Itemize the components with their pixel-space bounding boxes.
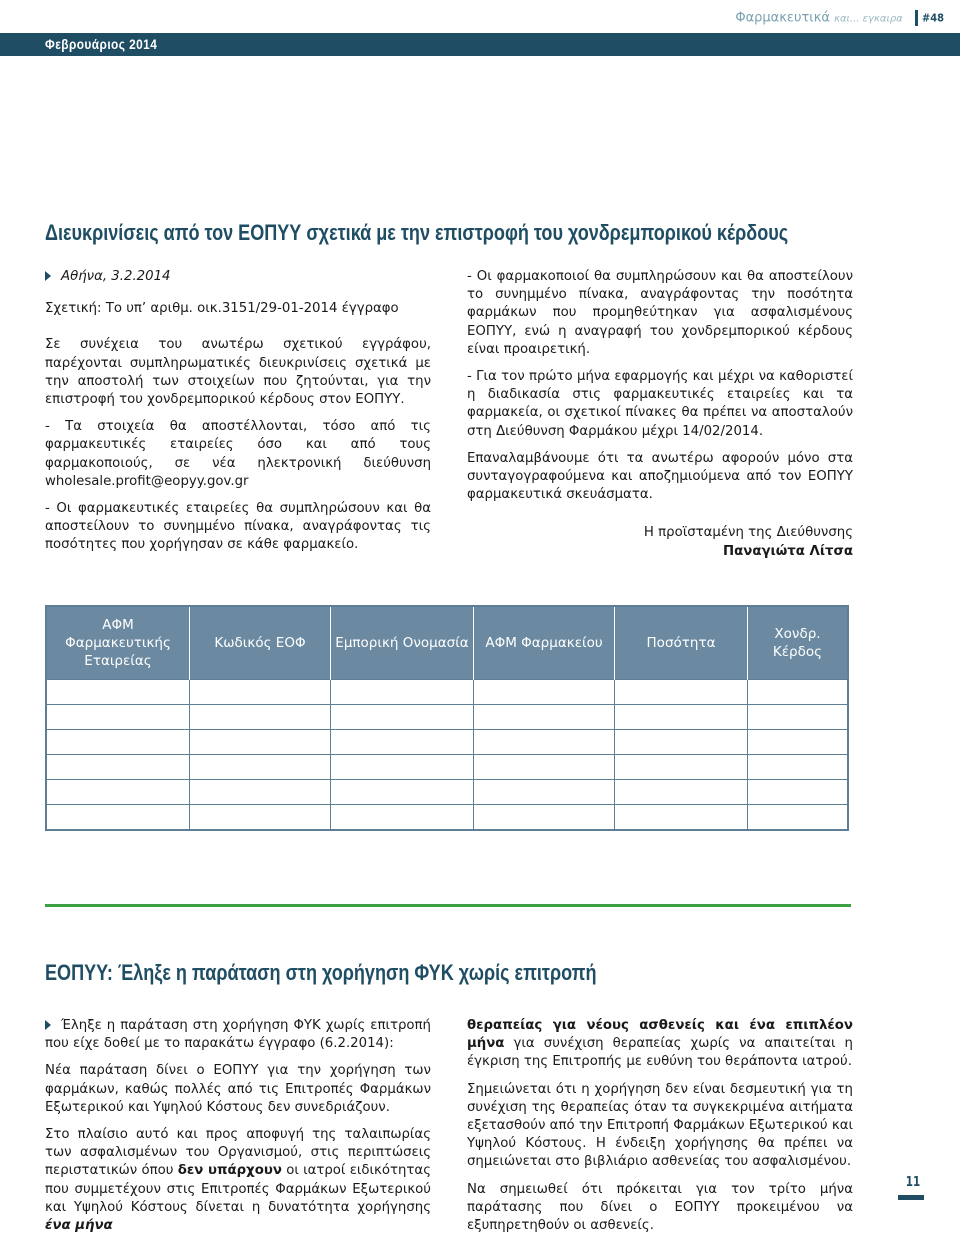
- header-wholesale-profit: Χονδρ. Κέρδος: [748, 606, 849, 680]
- bullet-icon: [45, 271, 51, 281]
- article1-p5: - Για τον πρώτο μήνα εφαρμογής και μέχρι να καθοριστεί η διαδικασία στις φαρμακευτικές εταιρείες και τα φαρμακεία, οι σχετικοί πίνακες θα πρέπει να αποσταλούν στη Διεύθυνση Φαρμάκου μέχρι 14/02/2014.: [467, 369, 853, 439]
- signature-name: Παναγιώτα Λίτσα: [723, 543, 853, 559]
- header-quantity: Ποσότητα: [615, 606, 748, 680]
- article1-p3: - Οι φαρμακευτικές εταιρείες θα συμπληρώσουν και θα αποστείλουν το συνημμένο πίνακα, αναγράφοντας τις ποσότητες που χορήγησαν σε κάθε φαρμακείο.: [45, 501, 431, 553]
- bullet-icon: [45, 1020, 51, 1030]
- article1-right-column: [467, 268, 853, 570]
- wholesale-profit-table: [45, 605, 849, 831]
- article1-ref: Σχετική: Το υπ’ αριθμ. οικ.3151/29-01-2014 έγγραφο: [45, 301, 399, 317]
- issue-number: #48: [921, 11, 944, 25]
- article2-title: ΕΟΠΥΥ: Έληξε η παράταση στη χορήγηση ΦΥΚ χωρίς επιτροπή: [45, 960, 597, 985]
- section-sublabel: και... εγκαιρα: [834, 13, 903, 25]
- article2-left-column: [45, 1017, 431, 1244]
- article2-p1: Έληξε η παράταση στη χορήγηση ΦΥΚ χωρίς επιτροπή που είχε δοθεί με το παρακάτω έγγραφο (6.2.2014):: [45, 1018, 431, 1052]
- article2-p3-text2: οι ιατροί ειδικότητας που συμμετέχουν στις Επιτροπές Φαρμάκων Εξωτερικού και Υψηλού Κόστους δίνεται η δυνατότητα χορήγησης: [45, 1163, 431, 1215]
- article2-right-column: [467, 1017, 853, 1244]
- article1-date: Αθήνα, 3.2.2014: [61, 269, 171, 284]
- article2-p3-bold-italic: ένα μήνα: [45, 1218, 113, 1234]
- section-divider: [45, 904, 851, 907]
- header-eof-code: Κωδικός ΕΟΦ: [190, 606, 331, 680]
- section-label: Φαρμακευτικά: [735, 10, 830, 26]
- header-afm-company: ΑΦΜ Φαρμακευτικής Εταιρείας: [46, 606, 190, 680]
- article1-p6: Επαναλαμβάνουμε ότι τα ανωτέρω αφορούν μόνο στα συνταγογραφούμενα και αποζημιούμενα από τον ΕΟΠΥΥ φαρμακευτικά σκευάσματα.: [467, 450, 853, 503]
- header-afm-pharmacy: ΑΦΜ Φαρμακείου: [474, 606, 615, 680]
- article2-p3-text: Στο πλαίσιο αυτό και προς αποφυγή της ταλαιπωρίας των ασφαλισμένων του Οργανισμού, στις περιπτώσεις περιστατικών όπου: [45, 1127, 431, 1179]
- article2-p6: Να σημειωθεί ότι πρόκειται για τον τρίτο μήνα παράτασης που δίνει ο ΕΟΠΥΥ προκειμένου να εξυπηρετηθούν οι ασθενείς.: [467, 1181, 853, 1234]
- article1-title: Διευκρινίσεις από τον ΕΟΠΥΥ σχετικά με την επιστροφή του χονδρεμπορικού κέρδους: [45, 220, 789, 245]
- page-number-bar: [898, 1195, 924, 1200]
- signature-role: Η προϊσταμένη της Διεύθυνσης: [643, 525, 853, 541]
- issue-date: Φεβρουάριος 2014: [45, 36, 158, 52]
- header-trade-name: Εμπορική Ονομασία: [331, 606, 474, 680]
- table-header-row: [46, 606, 848, 680]
- table-row: [46, 755, 848, 780]
- table-row: [46, 780, 848, 805]
- article2-p4-text: για συνέχιση θεραπείας χωρίς να απαιτείται η έγκριση της Επιτροπής με ευθύνη του θεράποντα ιατρού.: [467, 1036, 853, 1070]
- running-header: [735, 10, 944, 26]
- article2-p2: Νέα παράταση δίνει ο ΕΟΠΥΥ για την χορήγηση των φαρμάκων, καθώς πολλές από τις Επιτροπές Φαρμάκων Εξωτερικού και Υψηλού Κόστους δεν συνεδριάζουν.: [45, 1063, 431, 1115]
- table-row: [46, 805, 848, 831]
- table-row: [46, 730, 848, 755]
- article1-left-column: [45, 268, 431, 564]
- table-row: [46, 680, 848, 705]
- article2-p5: Σημειώνεται ότι η χορήγηση δεν είναι δεσμευτική για τη συνέχιση της θεραπείας όταν τα συγκεκριμένα αιτήματα εξετασθούν από την Επιτροπή Φαρμάκων Εξωτερικού και Υψηλού Κόστους. Η ένδειξη χορήγησης θα πρέπει να σημειώνεται στο βιβλιάριο ασθενείας του ασφαλισμένου.: [467, 1081, 853, 1170]
- article2-p4-bold: θεραπείας για νέους ασθενείς και ένα επιπλέον μήνα: [467, 1018, 853, 1052]
- article2-p3: [45, 1126, 431, 1235]
- article1-p1: Σε συνέχεια του ανωτέρω σχετικού εγγράφου, παρέχονται συμπληρωματικές διευκρινίσεις σχετικά με την αποστολή των στοιχείων που ζητούνται, για την επιστροφή του χονδρεμπορικού κέρδους στον ΕΟΠΥΥ.: [45, 337, 431, 408]
- article2-p3-bold: δεν υπάρχουν: [177, 1163, 282, 1179]
- article1-p4: - Οι φαρμακοποιοί θα συμπληρώσουν και θα αποστείλουν το συνημμένο πίνακα, αναγράφοντας την ποσότητα φαρμάκων που προμηθεύτηκαν για ασφαλισμένους ΕΟΠΥΥ, ενώ η αναγραφή του χονδρεμπορικού κέρδους είναι προαιρετική.: [467, 269, 853, 357]
- table-row: [46, 705, 848, 730]
- article2-p4: [467, 1017, 853, 1072]
- article1-p2: - Τα στοιχεία θα αποστέλλονται, τόσο από τις φαρμακευτικές εταιρείες όσο και από τους φαρμακοποιούς, σε νέα ηλεκτρονική διεύθυνση wholesale.profit@eopyy.gov.gr: [45, 419, 431, 489]
- date-band: [0, 33, 960, 56]
- page-number: 11: [905, 1175, 921, 1190]
- divider-bar: [915, 10, 918, 26]
